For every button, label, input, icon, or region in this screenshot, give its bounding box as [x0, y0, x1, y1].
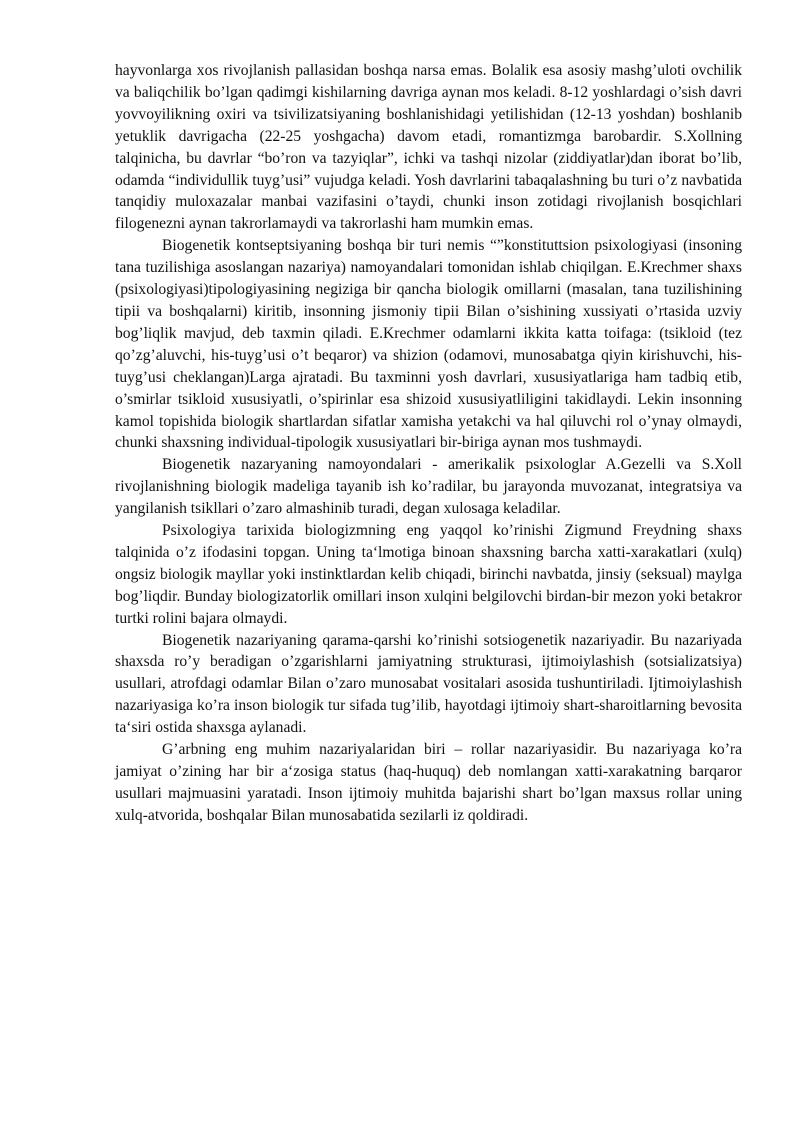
document-page [115, 60, 742, 827]
paragraph-sociogenetic: Biogenetik nazariyaning qarama-qarshi ko’rinishi sotsiogenetik nazariyadir. Bu nazariyada shaxsda ro’y beradigan o’zgarishlarni jamiyatning strukturasi, ijtimoiylashish (sotsializatsiya) usullari, atrofdagi odamlar Bilan o’zaro munosabat vositalari asosida tushuntiriladi. Ijtimoiylashish nazariyasiga ko’ra inson biologik tur sifada tug’ilib, hayotdagi ijtimoiy shart-sharoitlarning bevosita ta‘siri ostida shaxsga aylanadi. [115, 631, 742, 737]
paragraph-freud: Psixologiya tarixida biologizmning eng yaqqol ko’rinishi Zigmund Freydning shaxs talqinida o’z ifodasini topgan. Uning ta‘lmotiga binoan shaxsning barcha xatti-xarakatlari (xulq) ongsiz biologik mayllar yoki instinktlardan kelib chiqadi, birinchi navbatda, jinsiy (seksual) maylga bog’liqdir. Bunday biologizatorlik omillari inson xulqini belgilovchi birdan-bir mezon yoki betakror turtki rolini bajara olmaydi. [115, 522, 742, 627]
paragraph-kretschmer: Biogenetik kontseptsiyaning boshqa bir turi nemis “”konstituttsion psixologiyasi (insoning tana tuzilishiga asoslangan nazariya) namoyandalari tomonidan ishlab chiqilgan. E.Krechmer shaxs (psixologiyasi)tipologiyasining negiziga bir qancha biologik omillarni (masalan, tana tuzilishining tipii va boshqalarni) kiritib, insonning jismoniy tipii Bilan o’sishining xussiyati o’rtasida uzviy bog’liqlik mavjud, deb taxmin qiladi. E.Krechmer odamlarni ikkita katta toifaga: (tsikloid (tez qo’zg’aluvchi, his-tuyg’usi o’t beqaror) va shizion (odamovi, munosabatga qiyin kirishuvchi, his-tuyg’usi cheklangan)Larga ajratadi. Bu taxminni yosh davrlari, xususiyatlariga ham tadbiq etib, o’smirlar tsikloid xususiyatli, o’spirinlar esa shizoid xususiyatliligini takidlaydi. Lekin insonning kamol topishida biologik shartlardan sifatlar xamisha yetakchi va hal qiluvchi rol o’ynay olmaydi, chunki shaxsning individual-tipologik xususiyatlari bir-biriga aynan mos tushmaydi. [115, 237, 742, 452]
paragraph-continuation: hayvonlarga xos rivojlanish pallasidan boshqa narsa emas. Bolalik esa asosiy mashg’uloti ovchilik va baliqchilik bo’lgan qadimgi kishilarning davriga aynan mos keladi. 8-12 yoshlardagi o’sish davri yovvoyilikning oxiri va tsivilizatsiyaning boshlanishidagi yetilishidan (12-13 yoshdan) boshlanib yetuklik davrigacha (22-25 yoshgacha) davom etadi, romantizmga barobardir. S.Xollning talqinicha, bu davrlar “bo’ron va tazyiqlar”, ichki va tashqi nizolar (ziddiyatlar)dan iborat bo’lib, odamda “individullik tuyg’usi” vujudga keladi. Yosh davrlarini tabaqalashning bu turi o’z navbatida tanqidiy muloxazalar manbai vazifasini o’taydi, chunki inson zotidagi rivojlanish bosqichlari filogenezni aynan takrorlamaydi va takrorlashi ham mumkin emas. [115, 62, 742, 233]
paragraph-role-theory: G’arbning eng muhim nazariyalaridan biri – rollar nazariyasidir. Bu nazariyaga ko’ra jamiyat o’zining har bir a‘zosiga status (haq-huquq) deb nomlangan xatti-xarakatning barqaror usullari majmuasini yaratadi. Inson ijtimoiy muhitda bajarishi shart bo’lgan maxsus rollar uning xulq-atvorida, boshqalar Bilan munosabatida sezilarli iz qoldiradi. [115, 741, 742, 824]
paragraph-gesell-hall: Biogenetik nazaryaning namoyondalari - amerikalik psixologlar A.Gezelli va S.Xoll rivojlanishning biologik madeliga tayanib ish ko’radilar, bu jarayonda muvozanat, integratsiya va yangilanish tsikllari o’zaro almashinib turadi, degan xulosaga keladilar. [115, 456, 742, 518]
